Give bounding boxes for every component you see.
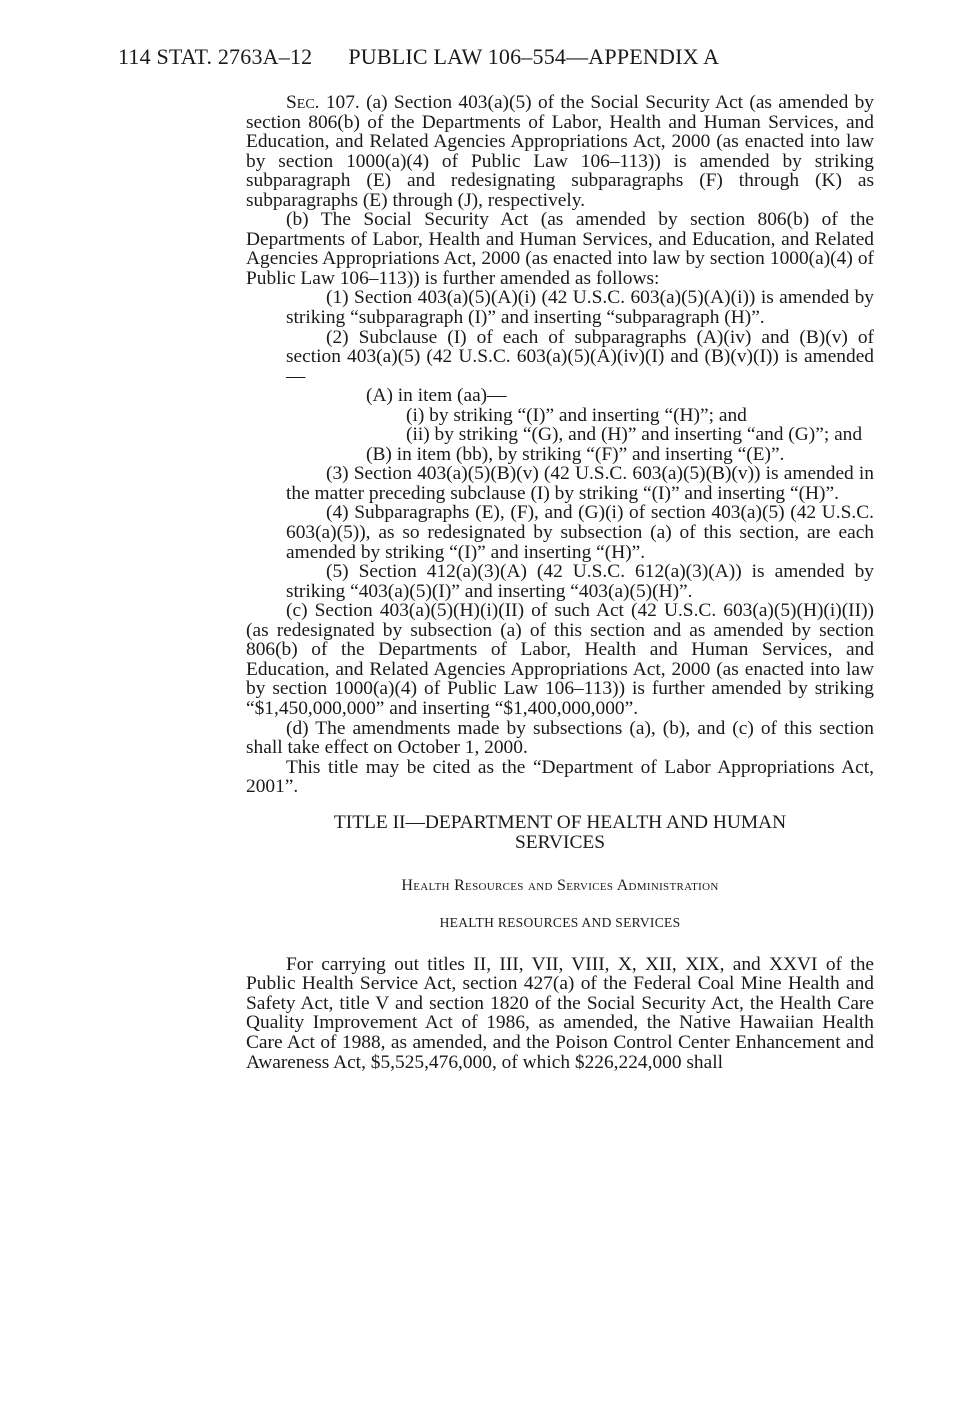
paragraph-b1: (1) Section 403(a)(5)(A)(i) (42 U.S.C. 603(a)(5)(A)(i)) is amended by striking “subparagraph (I)” and inserting “subparagraph (H)”. (286, 287, 874, 329)
subparagraph-b2-a: (A) in item (aa)— (366, 385, 507, 407)
page-body (246, 93, 874, 1072)
sec-107-subsection-c: (c) Section 403(a)(5)(H)(i)(II) of such Act (42 U.S.C. 603(a)(5)(H)(i)(II)) (as redesignated by subsection (a) of this section and as amended by section 806(b) of the Departments of Labor, Health and Human Services, and Education, and Related Agencies Appropriations Act, 2000 (as enacted into law by section 1000(a)(4) of Public Law 106–113)) is further amended by striking “$1,450,000,000” and inserting “$1,400,000,000”. (246, 600, 874, 719)
short-title-paragraph: This title may be cited as the “Department of Labor Appropriations Act, 2001”. (246, 756, 874, 798)
paragraph-b5: (5) Section 412(a)(3)(A) (42 U.S.C. 612(a)(3)(A)) is amended by striking “403(a)(5)(I)” and inserting “403(a)(5)(H)”. (286, 561, 874, 602)
subparagraph-b2-b: (B) in item (bb), by striking “(F)” and inserting “(E)”. (366, 443, 785, 465)
stat-page-reference: 114 STAT. 2763A–12 (118, 44, 313, 69)
public-law-title: PUBLIC LAW 106–554—APPENDIX A (348, 44, 720, 69)
paragraph-b3: (3) Section 403(a)(5)(B)(v) (42 U.S.C. 603(a)(5)(B)(v)) is amended in the matter preceding subclause (I) by striking “(I)” and inserting “(H)”. (286, 463, 874, 504)
sec-107-subsection-a (246, 93, 874, 210)
sec-107-subsection-d: (d) The amendments made by subsections (a), (b), and (c) of this section shall take effect on October 1, 2000. (246, 717, 874, 759)
clause-b2-a-ii: (ii) by striking “(G), and (H)” and inserting “and (G)”; and (406, 424, 863, 446)
sec-107-a-text: 107. (a) Section 403(a)(5) of the Social Security Act (as amended by section 806(b) of the Departments of Labor, Health and Human Services, and Education, and Related Agencies Appropriations Act, 2000 (as enacted into law by section 1000(a)(4) of Public Law 106–113)) is amended by striking subparagraph (E) and redesignating subparagraphs (F) through (K) as subparagraphs (E) through (J), respectively. (246, 92, 874, 211)
section-label: Sec. (286, 92, 320, 113)
agency-heading: Health Resources and Services Administration (401, 876, 719, 894)
paragraph-b2: (2) Subclause (I) of each of subparagraphs (A)(iv) and (B)(v) of section 403(a)(5) (42 U.S.C. 603(a)(5)(A)(iv)(I) and (B)(v)(I)) is amended— (286, 326, 874, 387)
account-heading: HEALTH RESOURCES AND SERVICES (439, 915, 681, 931)
page-header (118, 44, 719, 70)
appropriation-paragraph: For carrying out titles II, III, VII, VIII, X, XII, XIX, and XXVI of the Public Health Service Act, section 427(a) of the Federal Coal Mine Health and Safety Act, title V and section 1820 of the Social Security Act, the Health Care Quality Improvement Act of 1986, as amended, the Native Hawaiian Health Care Act of 1988, as amended, and the Poison Control Center Enhancement and Awareness Act, $5,525,476,000, of which $226,224,000 shall (246, 953, 874, 1073)
clause-b2-a-i: (i) by striking “(I)” and inserting “(H)”; and (406, 404, 747, 426)
sec-107-subsection-b: (b) The Social Security Act (as amended by section 806(b) of the Departments of Labor, Health and Human Services, and Education, and Related Agencies Appropriations Act, 2000 (as enacted into law by section 1000(a)(4) of Public Law 106–113)) is further amended as follows: (246, 209, 874, 289)
paragraph-b4: (4) Subparagraphs (E), (F), and (G)(i) of section 403(a)(5) (42 U.S.C. 603(a)(5)), as so redesignated by subsection (a) of this section, are each amended by striking “(I)” and inserting “(H)”. (286, 502, 874, 563)
title-ii-heading: TITLE II—DEPARTMENT OF HEALTH AND HUMAN SERVICES (333, 811, 787, 853)
